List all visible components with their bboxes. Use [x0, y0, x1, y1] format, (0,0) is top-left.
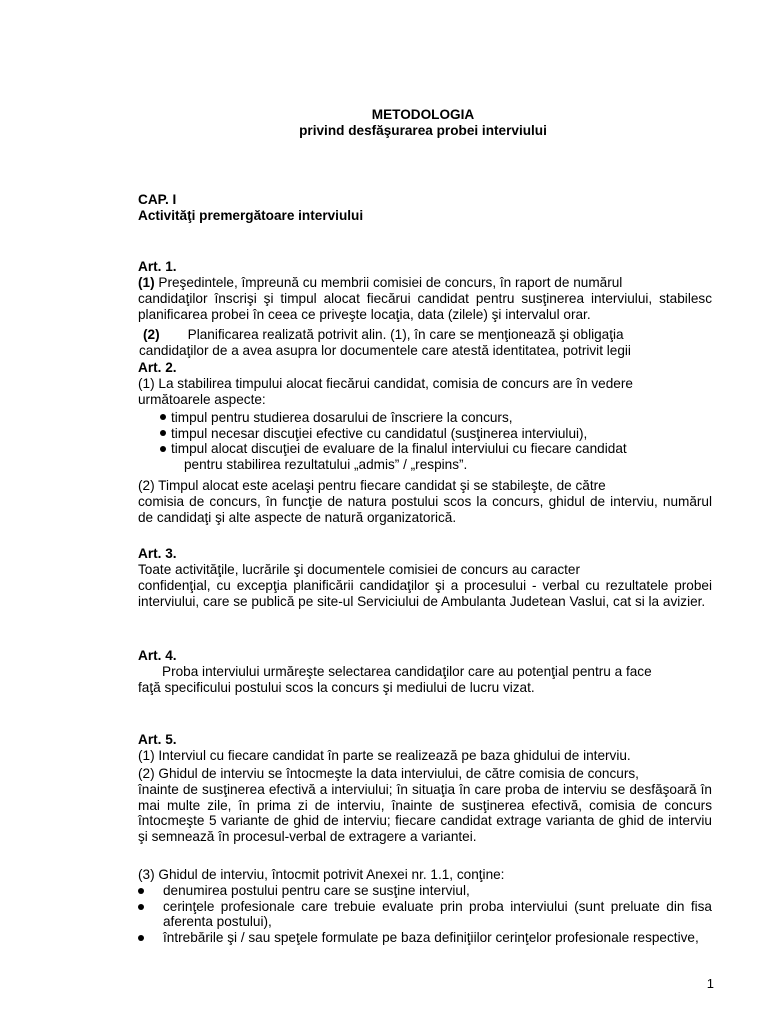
bullet-icon	[160, 414, 166, 420]
art1-para1-text-first: Preşedintele, împreună cu membrii comisiei de concurs, în raport de numărul	[154, 275, 623, 290]
chapter-name: Activităţi premergătoare interviului	[138, 207, 364, 223]
list-item: denumirea postului pentru care se susţine interviul,	[138, 883, 712, 899]
title-line-2: privind desfăşurarea probei interviului	[299, 122, 547, 138]
chapter-label: CAP. I	[138, 192, 177, 207]
bullet-icon	[138, 904, 144, 910]
art2-heading: Art. 2.	[138, 360, 177, 375]
art1-para1-first	[138, 275, 712, 291]
art1-para1-number: (1)	[138, 275, 155, 290]
art5-para2-rest: înainte de susţinerea efectivă a interviului; în situaţia în care proba de interviu se desfăşoară în mai multe zile, în prima zi de interviu, înainte de susţinerea efectivă, comisia de concurs întocmeşte 5 variante de ghid de interviu; fiecare candidat extrage varianta de ghid de interviu şi semnează în procesul-verbal de extragere a variantei.	[138, 782, 712, 844]
art2-para2-first: (2) Timpul alocat este acelaşi pentru fiecare candidat şi se stabileşte, de către	[138, 478, 606, 493]
art4-first: Proba interviului urmăreşte selectarea candidaţilor care au potenţial pentru a face	[162, 664, 652, 679]
art5-para3: (3) Ghidul de interviu, întocmit potrivit Anexei nr. 1.1, conţine:	[138, 867, 505, 882]
bullet-icon	[160, 446, 166, 452]
art4-heading: Art. 4.	[138, 648, 177, 663]
list-item: timpul alocat discuţiei de evaluare de la finalul interviului cu fiecare candidat	[160, 441, 712, 457]
art3-heading: Art. 3.	[138, 546, 177, 561]
art3-first: Toate activităţile, lucrările şi documentele comisiei de concurs au caracter	[138, 562, 580, 577]
art5-bullet-list	[138, 883, 712, 945]
title-line-1: METODOLOGIA	[371, 107, 475, 122]
art1-heading: Art. 1.	[138, 259, 177, 274]
page-number: 1	[706, 976, 714, 991]
art5-para2-first: (2) Ghidul de interviu se întocmeşte la data interviului, de către comisia de concurs,	[138, 766, 639, 781]
art1-para2-rest: candidaţilor de a avea asupra lor documentele care atestă identitatea, potrivit legii	[139, 343, 631, 358]
art5-para1: (1) Interviul cu fiecare candidat în parte se realizează pe baza ghidului de interviu.	[138, 748, 631, 763]
list-item-continuation: pentru stabilirea rezultatului „admis” / „respins”.	[184, 456, 468, 472]
bullet-icon	[138, 935, 144, 941]
art1-para2-first	[143, 327, 717, 343]
art1-para2-text-first: Planificarea realizată potrivit alin. (1), în care se menţionează şi obligaţia	[187, 327, 624, 342]
document-title	[0, 107, 768, 138]
art2-para1-rest: următoarele aspecte:	[138, 392, 266, 407]
art3-rest: confidenţial, cu excepţia planificării candidaţilor şi a procesului - verbal cu rezultatele probei interviului, care se publică pe site-ul Serviciului de Ambulanta Judetean Vaslui, cat si la avizier.	[138, 578, 712, 609]
list-item: timpul pentru studierea dosarului de înscriere la concurs,	[160, 410, 712, 426]
bullet-icon	[138, 888, 144, 894]
list-item: întrebările şi / sau speţele formulate pe baza definiţiilor cerinţelor profesionale respective,	[138, 930, 712, 946]
chapter-heading	[138, 192, 712, 223]
art2-para2-rest: comisia de concurs, în funcţie de natura postului scos la concurs, ghidul de interviu, numărul de candidaţi şi alte aspecte de natură organizatorică.	[138, 494, 712, 525]
art4-rest: faţă specificului postului scos la concurs şi mediului de lucru vizat.	[138, 680, 535, 695]
art5-heading: Art. 5.	[138, 732, 177, 747]
art1-para1-text-rest: candidaţilor înscrişi şi timpul alocat fiecărui candidat pentru susţinerea interviului, stabilesc planificarea probei în ceea ce priveşte locaţia, data (zilele) şi intervalul orar.	[138, 291, 712, 322]
art2-bullet-list	[160, 410, 712, 472]
art1-para1-rest	[138, 291, 712, 322]
bullet-icon	[160, 430, 166, 436]
list-item: cerinţele profesionale care trebuie evaluate prin proba interviului (sunt preluate din fisa aferenta postului),	[138, 899, 712, 930]
list-item: timpul necesar discuţiei efective cu candidatul (susţinerea interviului),	[160, 426, 712, 442]
art2-para1-first: (1) La stabilirea timpului alocat fiecărui candidat, comisia de concurs are în vedere	[138, 376, 633, 391]
art1-para2-number: (2)	[143, 327, 160, 342]
